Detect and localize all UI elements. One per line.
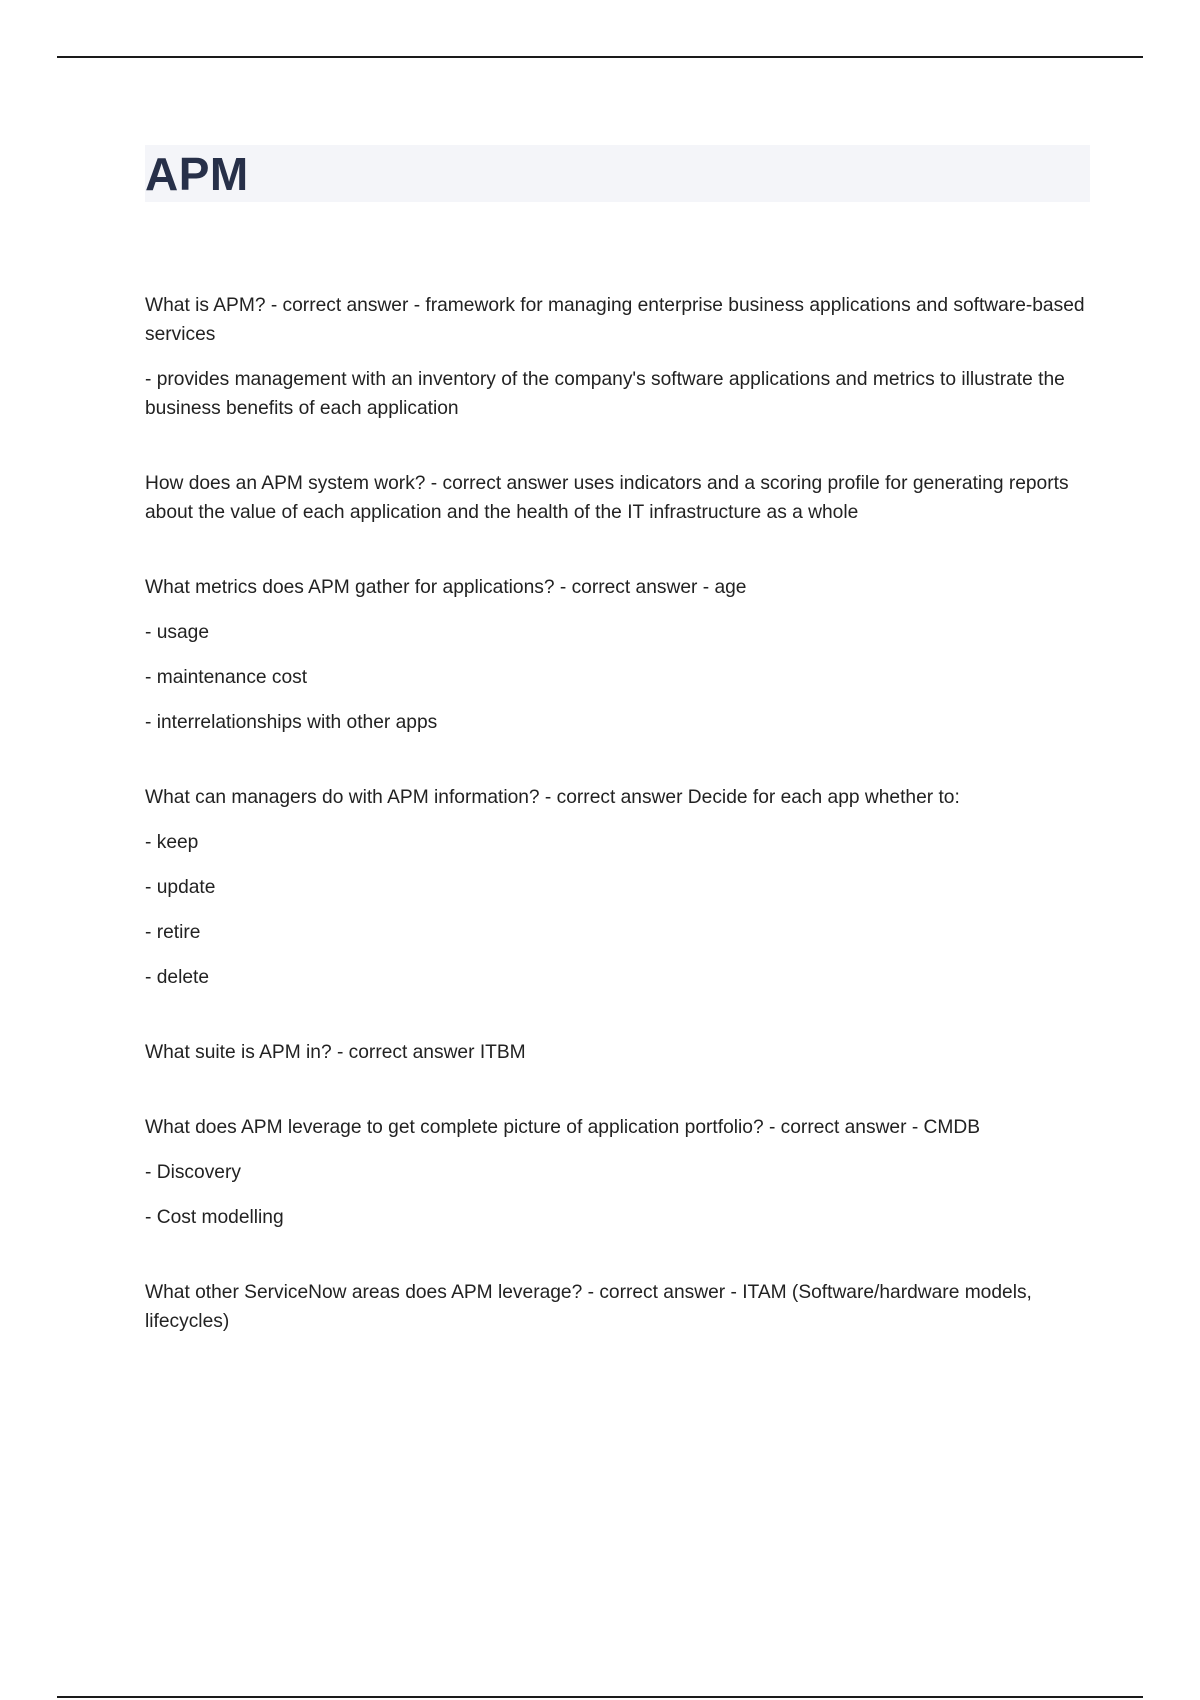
qa-question: What can managers do with APM information? - correct answer Decide for each app whether to: — [145, 787, 960, 808]
qa-answer-line: - retire — [145, 922, 201, 943]
qa-answer-line: - provides management with an inventory of the company's software applications and metrics to illustrate the business benefits of each application — [145, 369, 1065, 419]
qa-item — [145, 1113, 1090, 1232]
qa-answer-line: - keep — [145, 832, 199, 853]
qa-item — [145, 469, 1090, 527]
qa-answer-line: - usage — [145, 622, 209, 643]
top-rule — [57, 56, 1143, 58]
qa-question: What does APM leverage to get complete picture of application portfolio? - correct answer - CMDB — [145, 1117, 981, 1138]
qa-question: What other ServiceNow areas does APM leverage? - correct answer - ITAM (Software/hardware models, lifecycles) — [145, 1282, 1032, 1332]
qa-item — [145, 1278, 1090, 1336]
qa-answer-line: - maintenance cost — [145, 667, 308, 688]
qa-question: What metrics does APM gather for applications? - correct answer - age — [145, 577, 747, 598]
qa-item — [145, 783, 1090, 992]
qa-answer-line: - interrelationships with other apps — [145, 712, 438, 733]
qa-answer-line: - update — [145, 877, 216, 898]
qa-item — [145, 1038, 1090, 1067]
qa-item — [145, 573, 1090, 737]
document-body — [145, 145, 1090, 1382]
document-title: APM — [145, 147, 249, 200]
qa-question: What suite is APM in? - correct answer ITBM — [145, 1042, 526, 1063]
bottom-rule — [57, 1696, 1143, 1698]
qa-list — [145, 291, 1090, 1336]
qa-answer-line: - Discovery — [145, 1162, 241, 1183]
qa-question: What is APM? - correct answer - framework for managing enterprise business applications and software-based services — [145, 295, 1085, 345]
qa-answer-line: - delete — [145, 967, 209, 988]
qa-answer-line: - Cost modelling — [145, 1207, 284, 1228]
qa-question: How does an APM system work? - correct answer uses indicators and a scoring profile for generating reports about the value of each application and the health of the IT infrastructure as a whole — [145, 473, 1069, 523]
title-band — [145, 145, 1090, 202]
qa-item — [145, 291, 1090, 423]
